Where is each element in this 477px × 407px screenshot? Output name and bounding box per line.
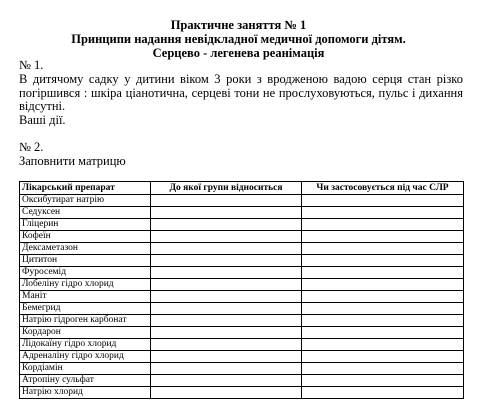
- document-topic: Серцево - легенева реанімація: [152, 46, 325, 60]
- header-cpr-use: Чи застосовується під час СЛР: [302, 182, 464, 195]
- group-cell[interactable]: [151, 207, 302, 219]
- drug-name-cell: Адреналіну гідро хлорид: [20, 351, 151, 363]
- group-cell[interactable]: [151, 375, 302, 387]
- cpr-use-cell[interactable]: [302, 207, 464, 219]
- table-row: [20, 327, 464, 339]
- group-cell[interactable]: [151, 291, 302, 303]
- table-row: [20, 315, 464, 327]
- group-cell[interactable]: [151, 363, 302, 375]
- group-cell[interactable]: [151, 351, 302, 363]
- drug-name-cell: Лідокаїну гідро хлорид: [20, 339, 151, 351]
- group-cell[interactable]: [151, 267, 302, 279]
- task2-text: Заповнити матрицю: [19, 154, 126, 168]
- drug-name-cell: Маніт: [20, 291, 151, 303]
- cpr-use-cell[interactable]: [302, 267, 464, 279]
- cpr-use-cell[interactable]: [302, 375, 464, 387]
- table-row: [20, 243, 464, 255]
- drug-name-cell: Кордіамін: [20, 363, 151, 375]
- drug-name-cell: Гліцерин: [20, 219, 151, 231]
- cpr-use-cell[interactable]: [302, 219, 464, 231]
- header-drug: Лікарський препарат: [20, 182, 151, 195]
- cpr-use-cell[interactable]: [302, 195, 464, 207]
- cpr-use-cell[interactable]: [302, 363, 464, 375]
- group-cell[interactable]: [151, 303, 302, 315]
- table-row: [20, 375, 464, 387]
- task2-number: № 2.: [19, 140, 44, 154]
- drug-name-cell: Бемегрид: [20, 303, 151, 315]
- cpr-use-cell[interactable]: [302, 339, 464, 351]
- cpr-use-cell[interactable]: [302, 351, 464, 363]
- table-row: [20, 303, 464, 315]
- table-row: [20, 195, 464, 207]
- task1-question: Ваші дії.: [19, 113, 66, 127]
- table-row: [20, 219, 464, 231]
- document-title: Практичне заняття № 1: [170, 18, 307, 32]
- group-cell[interactable]: [151, 315, 302, 327]
- cpr-use-cell[interactable]: [302, 243, 464, 255]
- cpr-use-cell[interactable]: [302, 387, 464, 399]
- table-body: [20, 195, 464, 399]
- drug-name-cell: Фуросемід: [20, 267, 151, 279]
- drug-name-cell: Натрію хлорид: [20, 387, 151, 399]
- cpr-use-cell[interactable]: [302, 303, 464, 315]
- table-row: [20, 279, 464, 291]
- drug-name-cell: Оксибутират натрію: [20, 195, 151, 207]
- cpr-use-cell[interactable]: [302, 291, 464, 303]
- drug-name-cell: Цититон: [20, 255, 151, 267]
- drug-matrix-table: [19, 181, 464, 399]
- drug-name-cell: Натрію гідроген карбонат: [20, 315, 151, 327]
- drug-name-cell: Седуксен: [20, 207, 151, 219]
- task1-number: № 1.: [19, 58, 44, 72]
- group-cell[interactable]: [151, 339, 302, 351]
- table-header-row: [20, 182, 464, 195]
- cpr-use-cell[interactable]: [302, 255, 464, 267]
- table-row: [20, 207, 464, 219]
- table-row: [20, 363, 464, 375]
- group-cell[interactable]: [151, 231, 302, 243]
- drug-name-cell: Кордарон: [20, 327, 151, 339]
- group-cell[interactable]: [151, 255, 302, 267]
- cpr-use-cell[interactable]: [302, 315, 464, 327]
- group-cell[interactable]: [151, 387, 302, 399]
- cpr-use-cell[interactable]: [302, 327, 464, 339]
- task1-text: В дитячому садку у дитини віком 3 роки з вродженою вадою серця стан різко погіршився : шкіра ціанотична, серцеві тони не прослуховуються, пульс і дихання відсутні.: [19, 72, 463, 113]
- group-cell[interactable]: [151, 327, 302, 339]
- cpr-use-cell[interactable]: [302, 279, 464, 291]
- group-cell[interactable]: [151, 243, 302, 255]
- drug-name-cell: Дексаметазон: [20, 243, 151, 255]
- table-row: [20, 267, 464, 279]
- document-subtitle: Принципи надання невідкладної медичної допомоги дітям.: [71, 32, 406, 46]
- drug-name-cell: Кофеїн: [20, 231, 151, 243]
- table-row: [20, 387, 464, 399]
- table-row: [20, 255, 464, 267]
- drug-name-cell: Лобеліну гідро хлорид: [20, 279, 151, 291]
- table-row: [20, 351, 464, 363]
- group-cell[interactable]: [151, 195, 302, 207]
- header-group: До якої групи відноситься: [151, 182, 302, 195]
- table-row: [20, 339, 464, 351]
- group-cell[interactable]: [151, 219, 302, 231]
- table-row: [20, 291, 464, 303]
- group-cell[interactable]: [151, 279, 302, 291]
- drug-name-cell: Атропіну сульфат: [20, 375, 151, 387]
- table-row: [20, 231, 464, 243]
- cpr-use-cell[interactable]: [302, 231, 464, 243]
